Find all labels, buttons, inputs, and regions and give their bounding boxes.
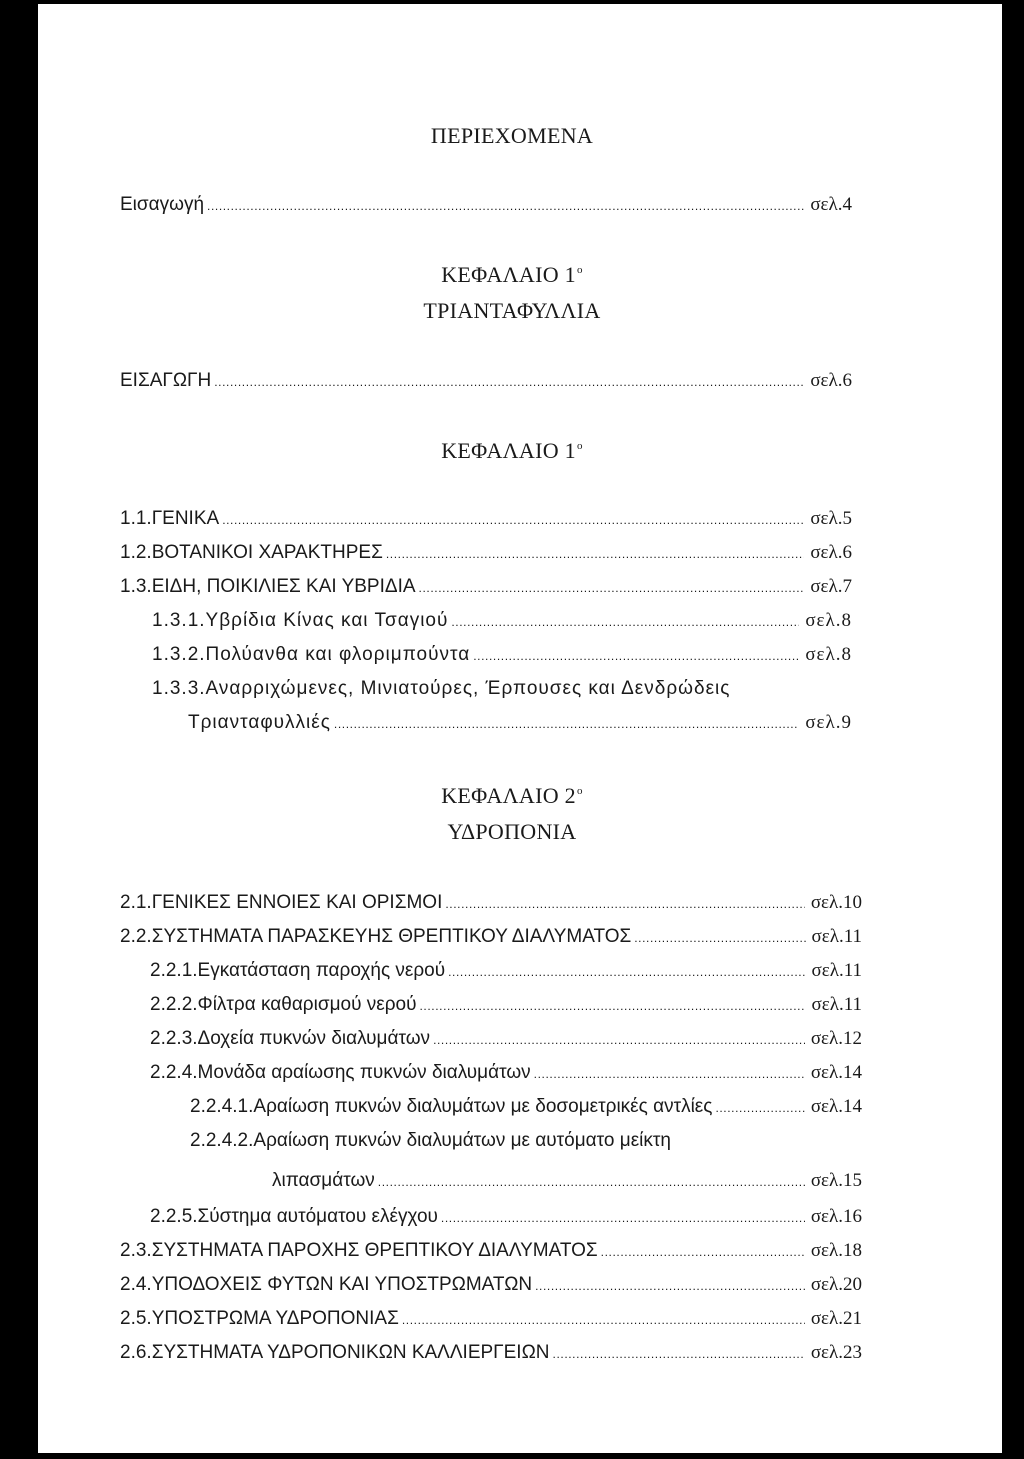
toc-entry-title: Εισαγωγή: [120, 194, 205, 215]
toc-entry: [152, 608, 852, 634]
toc-entry-title: ΥΠΟΣΤΡΩΜΑ ΥΔΡΟΠΟΝΙΑΣ: [151, 1308, 399, 1329]
chapter-label: ΚΕΦΑΛΑΙΟ 2: [441, 783, 576, 808]
toc-entry-page: σελ.10: [810, 892, 862, 913]
toc-entry-title: ΥΠΟΔΟΧΕΙΣ ΦΥΤΩΝ ΚΑΙ ΥΠΟΣΤΡΩΜΑΤΩΝ: [151, 1274, 533, 1295]
toc-entry-intro: [120, 192, 852, 218]
toc-entry-number: 2.2.5.: [150, 1206, 198, 1227]
toc-entry-title: ΣΥΣΤΗΜΑΤΑ ΠΑΡΑΣΚΕΥΗΣ ΘΡΕΠΤΙΚΟΥ ΔΙΑΛΥΜΑΤΟΣ: [151, 926, 632, 947]
toc-entry-number: 1.2.: [120, 542, 152, 563]
toc-entry-number: 2.2.4.: [150, 1062, 198, 1083]
toc-entry-page: σελ.11: [811, 960, 862, 981]
leader-dots: [634, 925, 805, 951]
leader-dots: [214, 369, 804, 395]
leader-dots: [601, 1239, 805, 1265]
toc-entry-eisagogi: [120, 368, 852, 394]
chapter-1-heading: [0, 262, 1024, 288]
toc-entry: [152, 642, 852, 668]
toc-entry-page: σελ.18: [810, 1240, 862, 1261]
toc-entry: [150, 1204, 862, 1230]
toc-entry: [150, 958, 862, 984]
chapter-label: ΚΕΦΑΛΑΙΟ 1: [441, 438, 576, 463]
leader-dots: [334, 711, 799, 737]
toc-entry: [120, 1340, 862, 1366]
toc-entry: [120, 574, 852, 600]
leader-dots: [448, 959, 805, 985]
toc-entry-title: ΒΟΤΑΝΙΚΟΙ ΧΑΡΑΚΤΗΡΕΣ: [151, 542, 383, 563]
toc-entry-title: Φίλτρα καθαρισμού νερού: [197, 994, 417, 1015]
toc-entry: [190, 1128, 671, 1154]
chapter-1-subtitle: ΤΡΙΑΝΤΑΦΥΛΛΙΑ: [423, 298, 601, 323]
toc-entry: [120, 1272, 862, 1298]
leader-dots: [535, 1273, 805, 1299]
leader-dots: [441, 1205, 805, 1231]
toc-entry-title: Αραίωση πυκνών διαλυμάτων με δοσομετρικές αντλίες: [253, 1096, 713, 1117]
toc-entry-number: 1.3.: [120, 576, 152, 597]
toc-entry-title: λιπασμάτων: [272, 1170, 375, 1191]
toc-entry-page: σελ.5: [810, 508, 852, 529]
toc-entry-number: 2.1.: [120, 892, 152, 913]
leader-dots: [433, 1027, 805, 1053]
leader-dots: [553, 1341, 805, 1367]
toc-entry-number: 1.3.2.: [152, 644, 206, 665]
toc-entry-title: Μονάδα αραίωσης πυκνών διαλυμάτων: [197, 1062, 531, 1083]
toc-entry: [150, 1026, 862, 1052]
toc-entry: [120, 540, 852, 566]
toc-entry-title: Αραίωση πυκνών διαλυμάτων με αυτόματο μείκτη: [253, 1130, 671, 1151]
leader-dots: [419, 575, 805, 601]
toc-entry-page: σελ.7: [810, 576, 852, 597]
leader-dots: [451, 609, 799, 635]
toc-entry-page: σελ.8: [805, 610, 852, 631]
leader-dots: [419, 993, 805, 1019]
toc-entry-title: Εγκατάσταση παροχής νερού: [197, 960, 446, 981]
toc-entry: [120, 506, 852, 532]
toc-entry-page: σελ.20: [810, 1274, 862, 1295]
toc-entry: [190, 1094, 862, 1120]
toc-entry-title: ΕΙΔΗ, ΠΟΙΚΙΛΙΕΣ ΚΑΙ ΥΒΡΙΔΙΑ: [151, 576, 416, 597]
leader-dots: [445, 891, 804, 917]
toc-entry: [150, 1060, 862, 1086]
ordinal-mark: ο: [576, 264, 583, 276]
toc-entry-title: Πολύανθα και φλοριμπούντα: [205, 644, 471, 665]
toc-entry-continuation: [272, 1168, 862, 1194]
ordinal-mark: ο: [576, 440, 583, 452]
chapter-1-heading-repeat: [0, 438, 1024, 464]
toc-entry-number: 1.3.3.: [152, 678, 206, 699]
toc-entry-page: σελ.9: [805, 712, 852, 733]
leader-dots: [222, 507, 804, 533]
toc-entry-title: ΓΕΝΙΚΕΣ ΕΝΝΟΙΕΣ ΚΑΙ ΟΡΙΣΜΟΙ: [151, 892, 443, 913]
toc-entry-title: ΓΕΝΙΚΑ: [151, 508, 220, 529]
leader-dots: [386, 541, 804, 567]
toc-entry-number: 2.2.: [120, 926, 152, 947]
leader-dots: [534, 1061, 805, 1087]
ordinal-mark: ο: [576, 785, 583, 797]
toc-entry-title: Δοχεία πυκνών διαλυμάτων: [197, 1028, 431, 1049]
leader-dots: [402, 1307, 805, 1333]
toc-entry-title: ΣΥΣΤΗΜΑΤΑ ΥΔΡΟΠΟΝΙΚΩΝ ΚΑΛΛΙΕΡΓΕΙΩΝ: [151, 1342, 550, 1363]
toc-entry: [120, 924, 862, 950]
toc-entry-page: σελ.12: [810, 1028, 862, 1049]
toc-entry: [150, 992, 862, 1018]
toc-entry-title: Σύστημα αυτόματου ελέγχου: [197, 1206, 438, 1227]
toc-entry-page: σελ.15: [810, 1170, 862, 1191]
toc-title: ΠΕΡΙΕΧΟΜΕΝΑ: [430, 123, 594, 148]
toc-entry-page: σελ.16: [810, 1206, 862, 1227]
toc-entry: [120, 1306, 862, 1332]
toc-entry-title: Υβρίδια Κίνας και Τσαγιού: [205, 610, 449, 631]
leader-dots: [207, 193, 804, 219]
toc-entry-page: σελ.23: [810, 1342, 862, 1363]
toc-entry-number: 2.3.: [120, 1240, 152, 1261]
chapter-label: ΚΕΦΑΛΑΙΟ 1: [441, 262, 576, 287]
toc-entry: [120, 1238, 862, 1264]
leader-dots: [715, 1095, 804, 1121]
toc-entry-number: 2.2.1.: [150, 960, 198, 981]
toc-entry-title: ΕΙΣΑΓΩΓΗ: [120, 370, 212, 391]
toc-entry-page: σελ.11: [811, 994, 862, 1015]
chapter-2-heading: [0, 783, 1024, 809]
toc-entry-title: ΣΥΣΤΗΜΑΤΑ ΠΑΡΟΧΗΣ ΘΡΕΠΤΙΚΟΥ ΔΙΑΛΥΜΑΤΟΣ: [151, 1240, 598, 1261]
toc-entry-number: 2.2.4.1.: [190, 1096, 254, 1117]
toc-entry-page: σελ.4: [810, 194, 852, 215]
toc-entry-page: σελ.21: [810, 1308, 862, 1329]
toc-entry-number: 2.2.2.: [150, 994, 198, 1015]
toc-entry-page: σελ.14: [810, 1096, 862, 1117]
chapter-2-subtitle: ΥΔΡΟΠΟΝΙΑ: [447, 819, 577, 844]
toc-entry-page: σελ.8: [805, 644, 852, 665]
toc-entry-number: 2.6.: [120, 1342, 152, 1363]
toc-entry-number: 2.2.4.2.: [190, 1130, 254, 1151]
toc-entry-number: 2.2.3.: [150, 1028, 198, 1049]
toc-entry-page: σελ.6: [810, 542, 852, 563]
toc-entry-number: 2.4.: [120, 1274, 152, 1295]
toc-entry: [152, 676, 730, 702]
toc-entry-number: 1.3.1.: [152, 610, 206, 631]
toc-entry-number: 2.5.: [120, 1308, 152, 1329]
toc-entry-continuation: [188, 710, 852, 736]
toc-entry-page: σελ.11: [811, 926, 862, 947]
leader-dots: [473, 643, 799, 669]
toc-entry: [120, 890, 862, 916]
toc-entry-page: σελ.6: [810, 370, 852, 391]
toc-entry-number: 1.1.: [120, 508, 152, 529]
toc-entry-title: Τριανταφυλλιές: [188, 712, 331, 733]
toc-entry-title: Αναρριχώμενες, Μινιατούρες, Έρπουσες και Δενδρώδεις: [205, 678, 731, 699]
leader-dots: [378, 1169, 805, 1195]
toc-entry-page: σελ.14: [810, 1062, 862, 1083]
